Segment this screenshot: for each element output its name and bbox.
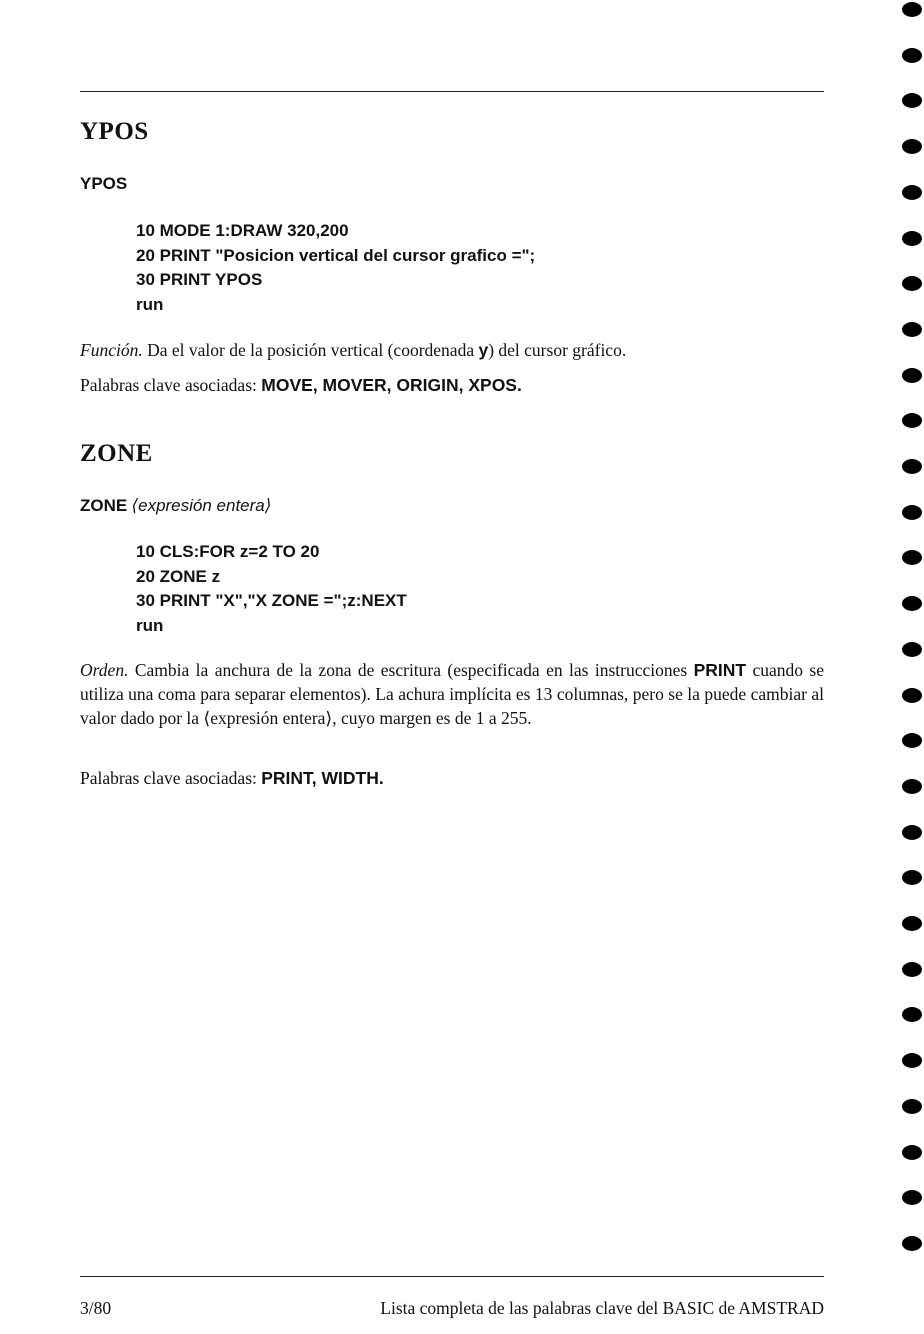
binding-hole — [902, 962, 922, 977]
zone-code-block — [136, 540, 407, 638]
syntax-keyword: ZONE — [80, 496, 128, 515]
code-line: run — [136, 294, 164, 314]
code-line: run — [136, 615, 164, 635]
zone-description — [80, 658, 824, 730]
binding-hole — [902, 779, 922, 794]
syntax-argument: ⟨expresión entera⟩ — [131, 496, 272, 515]
binding-hole — [902, 596, 922, 611]
zone-syntax — [80, 496, 271, 516]
binding-hole — [902, 550, 922, 565]
assoc-keywords: PRINT, WIDTH. — [261, 768, 384, 788]
binding-hole — [902, 139, 922, 154]
binding-hole — [902, 48, 922, 63]
binding-hole — [902, 1236, 922, 1251]
ypos-description — [80, 338, 824, 362]
footer-rule — [80, 1276, 824, 1277]
code-line: 30 PRINT YPOS — [136, 270, 263, 289]
binding-hole — [902, 1007, 922, 1022]
footer-title: Lista completa de las palabras clave del BASIC de AMSTRAD — [380, 1298, 824, 1318]
code-line: 10 CLS:FOR z=2 TO 20 — [136, 542, 320, 561]
assoc-label: Palabras clave asociadas: — [80, 375, 262, 395]
binding-hole — [902, 1190, 922, 1205]
assoc-label: Palabras clave asociadas: — [80, 768, 262, 788]
binding-hole — [902, 459, 922, 474]
description-text: Cambia la anchura de la zona de escritura (especificada en las instrucciones — [128, 660, 694, 680]
binding-hole — [902, 688, 922, 703]
binding-hole — [902, 1053, 922, 1068]
description-lead: Orden. — [80, 660, 129, 680]
description-tail: ) del cursor gráfico. — [488, 340, 627, 360]
code-line: 20 PRINT "Posicion vertical del cursor grafico ="; — [136, 245, 536, 265]
ypos-associated-keywords — [80, 373, 824, 397]
keyword: PRINT — [693, 660, 747, 680]
binding-hole — [902, 1099, 922, 1114]
binding-hole — [902, 642, 922, 657]
code-line: 30 PRINT "X","X ZONE =";z:NEXT — [136, 591, 407, 610]
zone-associated-keywords — [80, 766, 824, 790]
binding-holes — [900, 0, 924, 1334]
binding-hole — [902, 368, 922, 383]
binding-hole — [902, 916, 922, 931]
description-text: Da el valor de la posición vertical (coordenada — [142, 340, 479, 360]
binding-hole — [902, 185, 922, 200]
binding-hole — [902, 413, 922, 428]
assoc-keywords: MOVE, MOVER, ORIGIN, XPOS. — [261, 375, 522, 395]
page-number: 3/80 — [80, 1298, 112, 1318]
ypos-code-block — [136, 219, 535, 317]
ypos-syntax: YPOS — [80, 174, 128, 193]
binding-hole — [902, 825, 922, 840]
binding-hole — [902, 231, 922, 246]
zone-heading: ZONE — [80, 440, 153, 467]
binding-hole — [902, 505, 922, 520]
binding-hole — [902, 1145, 922, 1160]
description-lead: Función. — [80, 340, 143, 360]
binding-hole — [902, 2, 922, 17]
keyword: y — [478, 340, 489, 360]
code-line: 20 ZONE z — [136, 566, 221, 586]
code-line: 10 MODE 1:DRAW 320,200 — [136, 221, 349, 240]
header-rule — [80, 91, 824, 92]
binding-hole — [902, 93, 922, 108]
binding-hole — [902, 322, 922, 337]
ypos-heading: YPOS — [80, 118, 149, 145]
binding-hole — [902, 870, 922, 885]
binding-hole — [902, 276, 922, 291]
description-tail: cuando se utiliza una coma para separar elementos). La achura implícita es 13 columnas, pero se la puede cambiar al valor dado por la ⟨expresión entera⟩, cuyo margen es de 1 a 255. — [80, 660, 824, 728]
binding-hole — [902, 733, 922, 748]
